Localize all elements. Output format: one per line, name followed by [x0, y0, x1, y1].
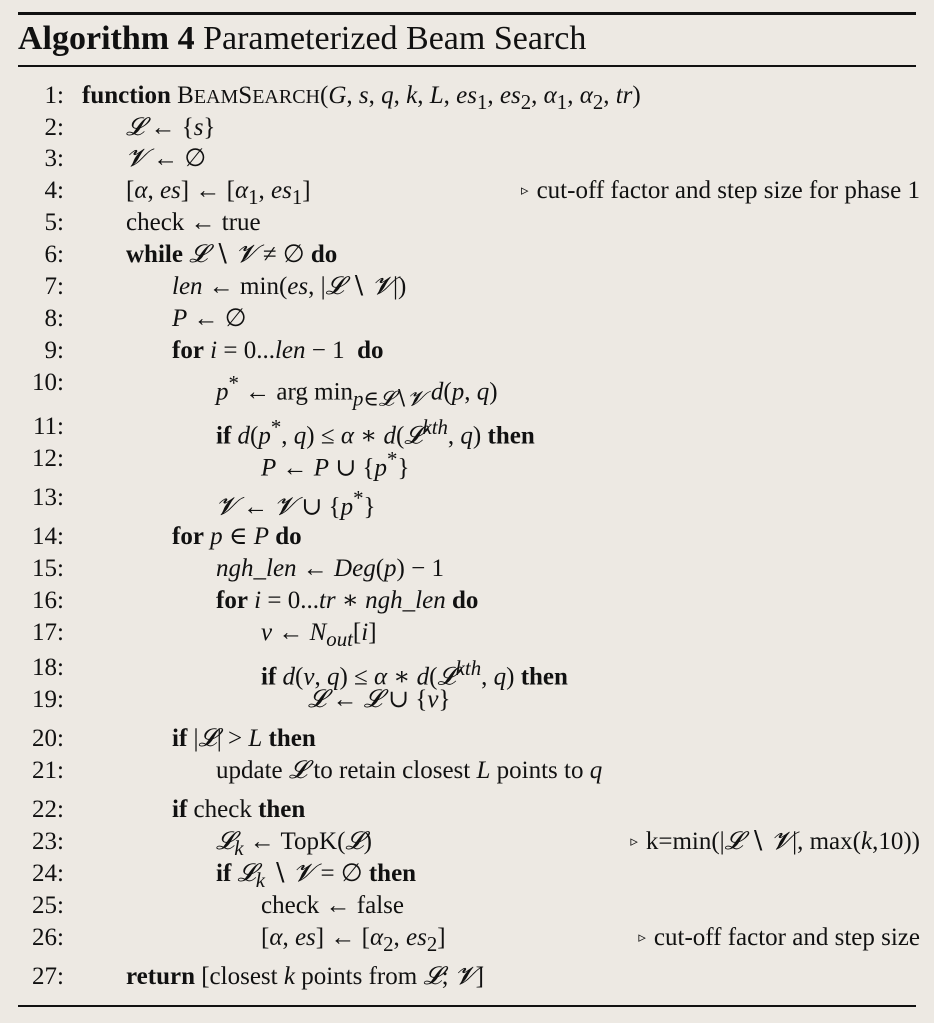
algorithm-line — [0, 411, 934, 450]
line-code: for p ∈ P do — [172, 523, 302, 550]
line-code: P ← P ∪ {p*} — [261, 447, 410, 482]
algorithm-line — [0, 239, 934, 271]
line-number: 23: — [32, 828, 64, 855]
line-code: if check then — [172, 796, 306, 823]
caption-rule — [18, 65, 916, 67]
algorithm-line — [0, 112, 934, 144]
algorithm-line — [0, 858, 934, 890]
line-number: 18: — [32, 654, 64, 681]
line-code: 𝓥 ← ∅ — [126, 145, 207, 172]
line-comment — [638, 922, 920, 957]
comment-triangle-icon: ▹ — [630, 834, 638, 850]
line-code: 𝓥 ← 𝓥 ∪ {p*} — [216, 486, 376, 521]
algorithm-line — [0, 922, 934, 954]
comment-text: cut-off factor and step size — [653, 924, 920, 951]
algorithm-line — [0, 335, 934, 367]
line-number: 4: — [44, 177, 64, 204]
line-code: check ← true — [126, 209, 261, 236]
line-number: 2: — [44, 114, 64, 141]
line-number: 24: — [32, 860, 64, 887]
line-number: 10: — [32, 369, 64, 396]
algorithm-line — [0, 794, 934, 826]
algorithm-line — [0, 175, 934, 207]
line-number: 1: — [44, 82, 64, 109]
line-number: 26: — [32, 924, 64, 951]
algorithm-line — [0, 443, 934, 482]
line-code: if d(p*, q) ≤ α ∗ d(𝓛$^{kth}$, q) then — [216, 415, 535, 450]
line-code: len ← min(es, |𝓛 ∖ 𝓥|) — [172, 273, 407, 300]
comment-text: k=min(|𝓛 ∖ 𝓥|, max(k,10)) — [645, 828, 920, 855]
line-comment — [521, 175, 920, 210]
algorithm-line — [0, 826, 934, 858]
line-number: 16: — [32, 587, 64, 614]
line-number: 13: — [32, 484, 64, 511]
algorithm-line — [0, 652, 934, 691]
line-code: for i = 0...len − 1 do — [172, 337, 384, 364]
line-number: 22: — [32, 796, 64, 823]
line-code: ngh_len ← Deg(p) − 1 — [216, 555, 444, 582]
line-code: check ← false — [261, 892, 404, 919]
line-code: if 𝓛$_k$ ∖ 𝓥 = ∅ then — [216, 860, 417, 892]
line-number: 11: — [32, 413, 64, 440]
algorithm-line — [0, 303, 934, 335]
algorithm-caption — [18, 16, 586, 62]
line-number: 6: — [44, 241, 64, 268]
line-number: 9: — [44, 337, 64, 364]
algorithm-label: Algorithm 4 — [18, 20, 195, 57]
line-code: [α, es] ← [$\alpha_2$, $es_2$] — [261, 924, 446, 956]
line-number: 27: — [32, 963, 64, 990]
line-comment — [630, 826, 920, 861]
line-code: while 𝓛 ∖ 𝓥 ≠ ∅ do — [126, 241, 338, 268]
algorithm-line — [0, 890, 934, 922]
line-code: 𝓛 ← {s} — [126, 114, 216, 141]
algorithm-line — [0, 271, 934, 303]
line-code: [α, es] ← [$\alpha_1$, $es_1$] — [126, 177, 311, 209]
line-number: 20: — [32, 725, 64, 752]
comment-text: cut-off factor and step size for phase 1 — [536, 177, 920, 204]
line-number: 19: — [32, 686, 64, 713]
line-code: if |𝓛| > L then — [172, 725, 316, 752]
algorithm-line — [0, 207, 934, 239]
line-number: 14: — [32, 523, 64, 550]
algorithm-line — [0, 482, 934, 521]
algorithm-line — [0, 961, 934, 993]
line-code: p* ← arg $\min_{p\in 𝓛∖𝓥} d(p$, q) — [216, 371, 498, 411]
line-code: function BEAMSEARCH(G, s, q, k, L, $es_1$, $es_2$, $\alpha_1$, $\alpha_2$, tr) — [82, 82, 641, 114]
algorithm-line — [0, 143, 934, 175]
line-code: 𝓛 ← 𝓛 ∪ {v} — [308, 686, 451, 713]
algorithm-title: Parameterized Beam Search — [203, 20, 587, 57]
line-number: 17: — [32, 619, 64, 646]
algorithm-line — [0, 755, 934, 787]
algorithm-line — [0, 617, 934, 649]
algorithm-line — [0, 521, 934, 553]
line-code: for i = 0...tr ∗ ngh_len do — [216, 587, 479, 614]
line-code: 𝓛$_k$ ← TopK(𝓛) — [216, 828, 372, 860]
line-number: 5: — [44, 209, 64, 236]
algorithm-line — [0, 585, 934, 617]
algorithm-line — [0, 684, 934, 716]
algorithm-line — [0, 553, 934, 585]
comment-triangle-icon: ▹ — [638, 930, 646, 946]
line-number: 3: — [44, 145, 64, 172]
bottom-rule — [18, 1005, 916, 1007]
line-number: 8: — [44, 305, 64, 332]
algorithm-line — [0, 367, 934, 411]
top-rule — [18, 12, 916, 15]
line-number: 15: — [32, 555, 64, 582]
line-code: update 𝓛 to retain closest L points to q — [216, 757, 603, 784]
line-number: 7: — [44, 273, 64, 300]
line-number: 25: — [32, 892, 64, 919]
line-number: 12: — [32, 445, 64, 472]
algorithm-line — [0, 723, 934, 755]
line-code: P ← ∅ — [172, 305, 247, 332]
comment-triangle-icon: ▹ — [521, 183, 529, 199]
line-code: return [closest k points from 𝓛; 𝓥] — [126, 963, 484, 990]
line-number: 21: — [32, 757, 64, 784]
line-code: if d(v, q) ≤ α ∗ d(𝓛$^{kth}$, q) then — [261, 656, 568, 691]
line-code: v ← $N_{out}[i]$ — [261, 619, 377, 651]
algorithm-line — [0, 80, 934, 112]
